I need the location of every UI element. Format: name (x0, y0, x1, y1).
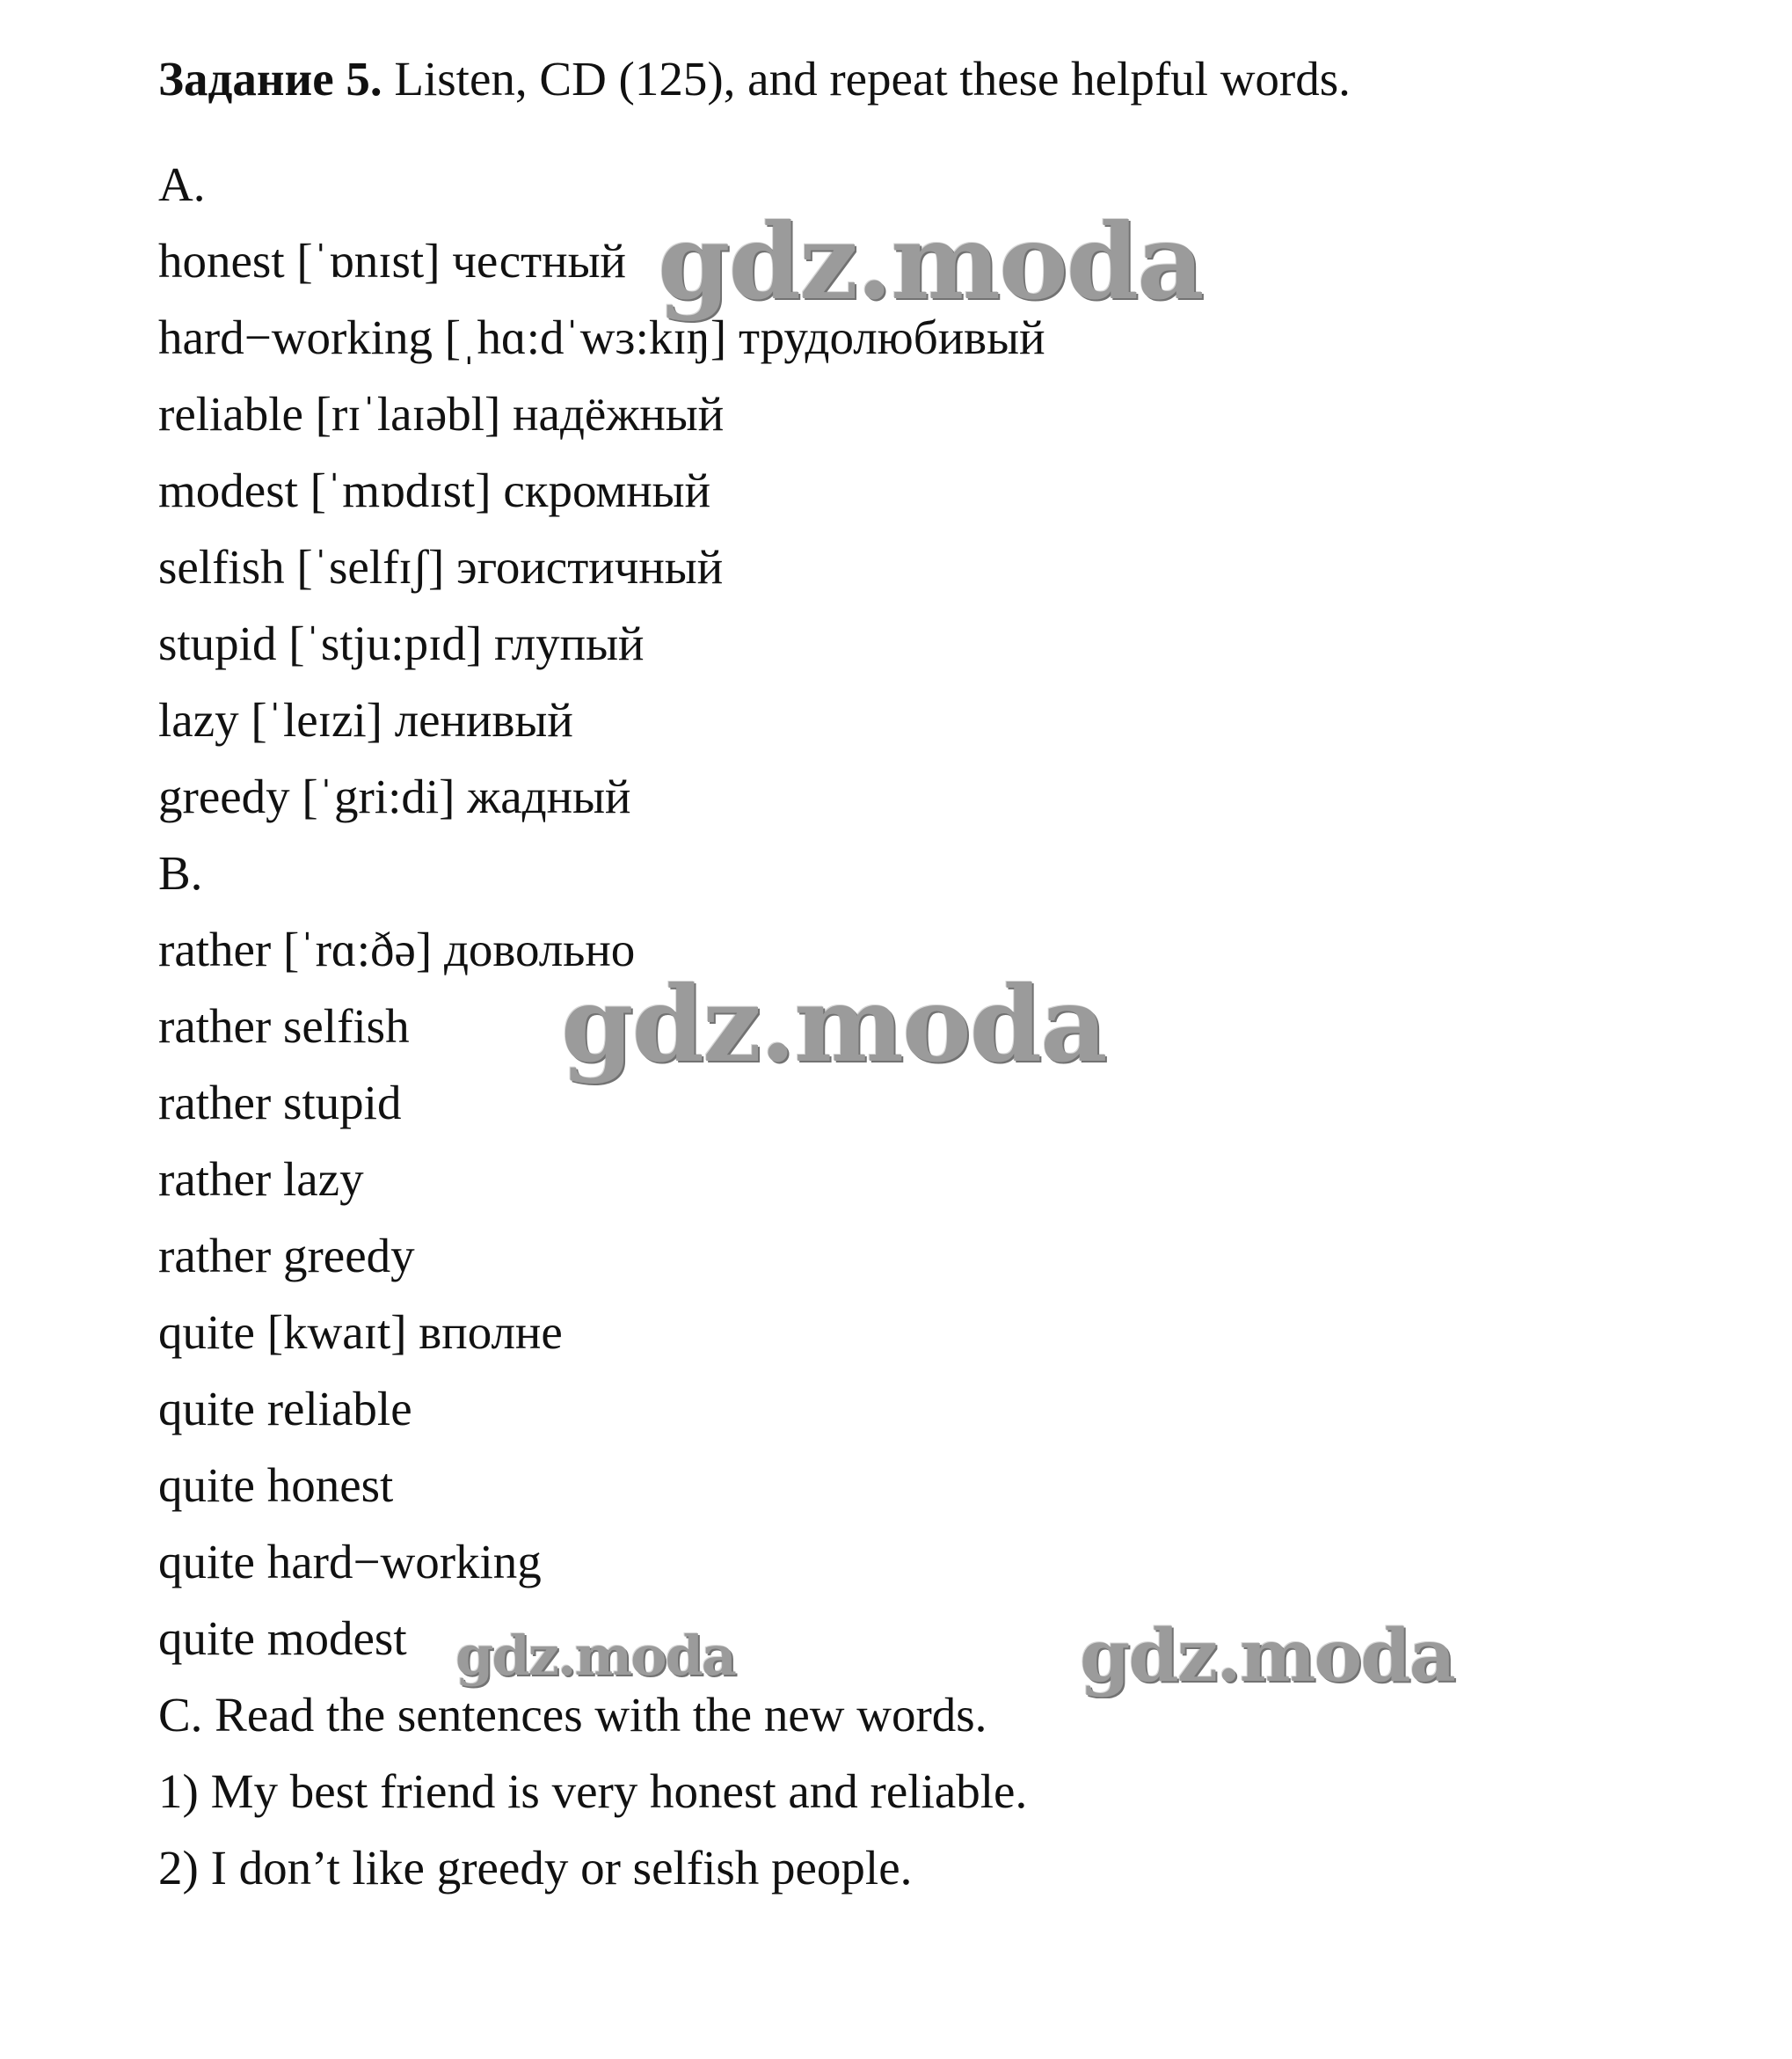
phrase-item-quite-reliable: quite reliable (158, 1382, 412, 1435)
vocab-item-hard-working: hard−working [ˌhɑ:dˈwɜ:kɪŋ] трудолюбивый (158, 310, 1045, 364)
phrase-item-quite-hard-working: quite hard−working (158, 1535, 542, 1588)
phrase-item-quite: quite [kwaɪt] вполне (158, 1305, 563, 1359)
vocab-item-lazy: lazy [ˈleɪzi] ленивый (158, 693, 573, 747)
watermark-logo: gdz.moda (1080, 1614, 1454, 1698)
section-a-label: A. (158, 157, 206, 211)
task-heading (158, 51, 1351, 107)
vocab-item-stupid: stupid [ˈstju:pɪd] глупый (158, 617, 645, 670)
phrase-item-quite-honest: quite honest (158, 1458, 394, 1512)
section-c-label: C. Read the sentences with the new words. (158, 1688, 987, 1741)
phrase-item-rather: rather [ˈrɑ:ðə] довольно (158, 923, 636, 976)
section-b-label: B. (158, 846, 203, 900)
vocab-item-reliable: reliable [rɪˈlaɪəbl] надёжный (158, 387, 725, 441)
phrase-item-quite-modest: quite modest (158, 1611, 407, 1665)
task-label: Задание 5. (158, 52, 382, 106)
sentence-2: 2) I don’t like greedy or selfish people. (158, 1841, 913, 1895)
watermark-logo: gdz.moda (561, 963, 1106, 1085)
vocab-item-selfish: selfish [ˈselfɪʃ] эгоистичный (158, 540, 724, 594)
phrase-item-rather-selfish: rather selfish (158, 999, 410, 1053)
sentence-1: 1) My best friend is very honest and reliable. (158, 1764, 1028, 1818)
phrase-item-rather-stupid: rather stupid (158, 1076, 402, 1129)
task-instruction: Listen, CD (125), and repeat these helpful words. (382, 52, 1351, 106)
phrase-item-rather-lazy: rather lazy (158, 1152, 364, 1206)
phrase-item-rather-greedy: rather greedy (158, 1229, 415, 1282)
watermark-logo: gdz.moda (658, 201, 1203, 323)
vocab-item-greedy: greedy [ˈgri:di] жадный (158, 770, 631, 823)
watermark-logo: gdz.moda (455, 1624, 735, 1688)
vocab-item-modest: modest [ˈmɒdɪst] скромный (158, 464, 711, 517)
vocab-item-honest: honest [ˈɒnɪst] честный (158, 234, 626, 288)
